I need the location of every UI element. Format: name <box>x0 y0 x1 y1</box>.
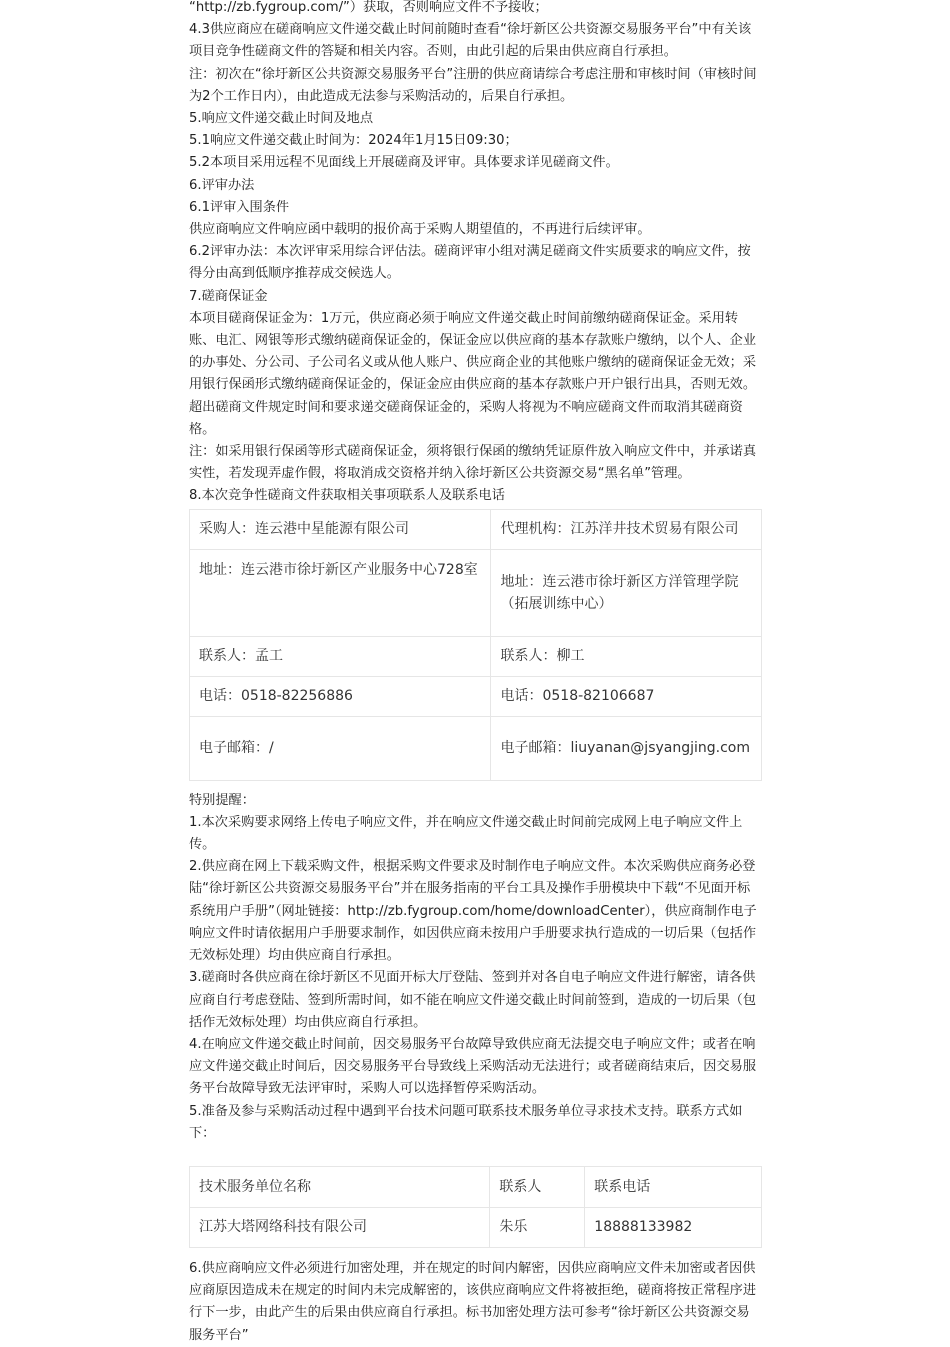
table-header-row <box>190 1166 762 1207</box>
paragraph-register-note: 注：初次在“徐圩新区公共资源交易服务平台”注册的供应商请综合考虑注册和审核时间（审核时间为2个工作日内），由此造成无法参与采购活动的，后果自行承担。 <box>189 66 757 104</box>
tech-support-table <box>189 1166 762 1248</box>
purchaser-address-cell: 地址：连云港市徐圩新区产业服务中心728室 <box>190 549 491 636</box>
reminder-3: 3.磋商时各供应商在徐圩新区不见面开标大厅登陆、签到并对各自电子响应文件进行解密，请各供应商自行考虑登陆、签到所需时间，如不能在响应文件递交截止时间前签到，造成的一切后果（包括作无效标处理）均由供应商自行承担。 <box>189 970 757 1030</box>
purchaser-contact-cell: 联系人：孟工 <box>190 636 491 676</box>
purchaser-phone-cell: 电话：0518-82256886 <box>190 676 491 716</box>
contact-table <box>189 509 762 781</box>
heading-6-1: 6.1评审入围条件 <box>189 199 290 215</box>
table-row <box>190 676 762 716</box>
heading-section-5: 5.响应文件递交截止时间及地点 <box>189 111 374 127</box>
agency-address-cell: 地址：连云港市徐圩新区方洋管理学院（拓展训练中心） <box>491 549 762 636</box>
tech-contact-cell: 朱乐 <box>490 1207 585 1247</box>
agency-cell: 代理机构：江苏洋井技术贸易有限公司 <box>491 509 762 549</box>
heading-special-reminder: 特别提醒： <box>189 792 255 808</box>
reminder-2: 2.供应商在网上下载采购文件，根据采购文件要求及时制作电子响应文件。本次采购供应商务必登陆“徐圩新区公共资源交易服务平台”并在服务指南的平台工具及操作手册模块中下载“不见面开标系统用户手册”（网址链接：http://zb.fygroup.com/home/downloadCenter），供应商制作电子响应文件时请依据用户手册要求制作，如因供应商未按用户手册要求执行造成的一切后果（包括作无效标处理）均由供应商自行承担。 <box>189 859 757 964</box>
paragraph-6-1-text: 供应商响应文件响应函中载明的报价高于采购人期望值的，不再进行后续评审。 <box>189 222 651 238</box>
table-row <box>190 1207 762 1247</box>
table-row <box>190 549 762 636</box>
header-contact: 联系人 <box>490 1166 585 1207</box>
purchaser-email-cell: 电子邮箱：/ <box>190 716 491 780</box>
purchaser-cell: 采购人：连云港中星能源有限公司 <box>190 509 491 549</box>
heading-section-6: 6.评审办法 <box>189 177 255 193</box>
paragraph-4-3: 4.3供应商应在磋商响应文件递交截止时间前随时查看“徐圩新区公共资源交易服务平台”中有关该项目竞争性磋商文件的答疑和相关内容。否则，由此引起的后果由供应商自行承担。 <box>189 22 752 60</box>
paragraph-6-2: 6.2评审办法：本次评审采用综合评估法。磋商评审小组对满足磋商文件实质要求的响应文件，按得分由高到低顺序推荐成交候选人。 <box>189 244 751 282</box>
heading-section-7: 7.磋商保证金 <box>189 288 268 304</box>
tech-company-cell: 江苏大塔网络科技有限公司 <box>190 1207 490 1247</box>
reminder-5: 5.准备及参与采购活动过程中遇到平台技术问题可联系技术服务单位寻求技术支持。联系方式如下： <box>189 1103 743 1141</box>
tech-phone-cell: 18888133982 <box>585 1207 762 1247</box>
table-row <box>190 716 762 780</box>
reminder-1: 1.本次采购要求网络上传电子响应文件，并在响应文件递交截止时间前完成网上电子响应文件上传。 <box>189 814 743 853</box>
agency-email-cell: 电子邮箱：liuyanan@jsyangjing.com <box>491 716 762 780</box>
paragraph-5-2: 5.2本项目采用远程不见面线上开展磋商及评审。具体要求详见磋商文件。 <box>189 155 619 171</box>
paragraph-5-1: 5.1响应文件递交截止时间为：2024年1月15日09:30； <box>189 133 518 149</box>
agency-contact-cell: 联系人：柳工 <box>491 636 762 676</box>
agency-phone-cell: 电话：0518-82106687 <box>491 676 762 716</box>
header-phone: 联系电话 <box>585 1166 762 1207</box>
document-body <box>189 0 761 1347</box>
paragraph-url-note: “http://zb.fygroup.com/”）获取，否则响应文件不予接收； <box>189 0 548 15</box>
table-row <box>190 636 762 676</box>
heading-section-8: 8.本次竞争性磋商文件获取相关事项联系人及联系电话 <box>189 488 505 504</box>
header-company: 技术服务单位名称 <box>190 1166 490 1207</box>
paragraph-guarantee-note: 注：如采用银行保函等形式磋商保证金，须将银行保函的缴纳凭证原件放入响应文件中，并承诺真实性，若发现弄虚作假，将取消成交资格并纳入徐圩新区公共资源交易“黑名单”管理。 <box>189 444 757 482</box>
reminder-6: 6.供应商响应文件必须进行加密处理，并在规定的时间内解密，因供应商响应文件未加密或者因供应商原因造成未在规定的时间内未完成解密的，该供应商响应文件将被拒绝，磋商将按正常程序进行下一步，由此产生的后果由供应商自行承担。标书加密处理方法可参考“徐圩新区公共资源交易服务平台” <box>189 1260 757 1343</box>
table-row <box>190 509 762 549</box>
paragraph-deposit: 本项目磋商保证金为：1万元，供应商必须于响应文件递交截止时间前缴纳磋商保证金。采用转账、电汇、网银等形式缴纳磋商保证金的，保证金应以供应商的基本存款账户缴纳，以个人、企业的办事处、分公司、子公司名义或从他人账户、供应商企业的其他账户缴纳的磋商保证金无效；采用银行保函形式缴纳磋商保证金的，保证金应由供应商的基本存款账户开户银行出具，否则无效。超出磋商文件规定时间和要求递交磋商保证金的，采购人将视为不响应磋商文件而取消其磋商资格。 <box>189 310 757 437</box>
reminder-4: 4.在响应文件递交截止时间前，因交易服务平台故障导致供应商无法提交电子响应文件；或者在响应文件递交截止时间后，因交易服务平台导致线上采购活动无法进行；或者磋商结束后，因交易服务平台故障导致无法评审时，采购人可以选择暂停采购活动。 <box>189 1036 757 1097</box>
